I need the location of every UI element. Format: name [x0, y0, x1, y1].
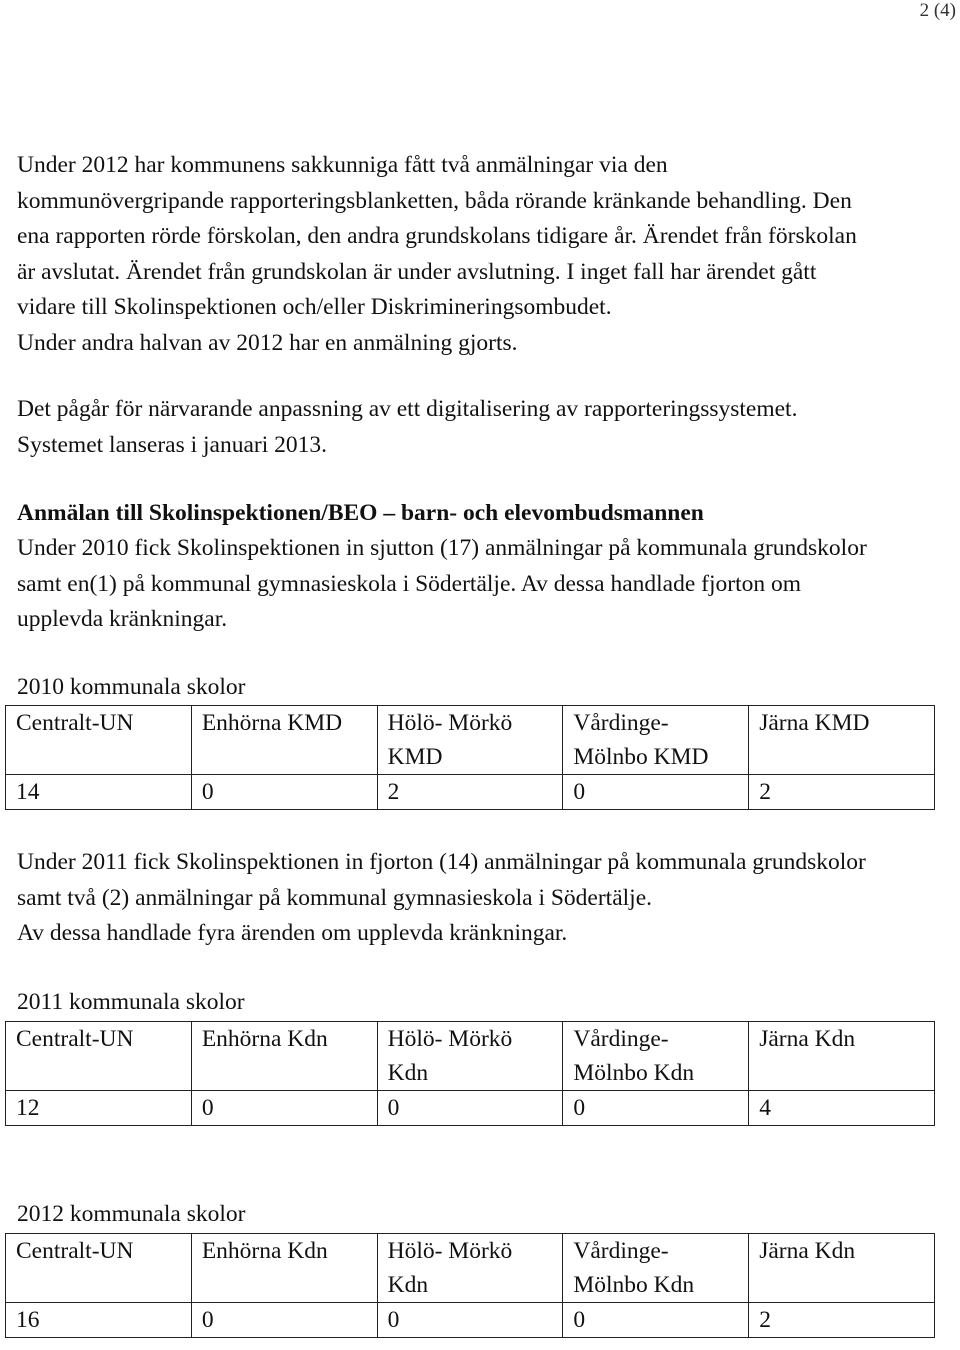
header-cell: Hölö- Mörkö Kdn: [377, 1234, 563, 1303]
paragraph-2011: [17, 845, 947, 952]
paragraph-2011-line: Av dessa handlade fyra ärenden om upplevda kränkningar.: [17, 920, 568, 946]
table-2010-caption: 2010 kommunala skolor: [17, 674, 246, 700]
table-2012-caption: 2012 kommunala skolor: [17, 1201, 246, 1227]
value-cell: 0: [191, 775, 377, 810]
paragraph-2010: [17, 531, 947, 638]
table-2011: [5, 1021, 935, 1126]
value-cell: 2: [749, 1303, 935, 1338]
value-cell: 0: [563, 775, 749, 810]
value-cell: 2: [749, 775, 935, 810]
paragraph-2010-line: samt en(1) på kommunal gymnasieskola i Södertälje. Av dessa handlade fjorton om: [17, 570, 802, 597]
header-cell: Järna Kdn: [749, 1022, 935, 1091]
paragraph-2011-line: Under 2011 fick Skolinspektionen in fjorton (14) anmälningar på kommunala grundskolor: [17, 849, 866, 875]
table-value-row: [6, 1303, 935, 1338]
table-header-row: [6, 706, 935, 775]
digitalisation-line: Systemet lanseras i januari 2013.: [17, 431, 327, 458]
header-cell: Centralt-UN: [6, 1234, 192, 1303]
header-cell: Hölö- Mörkö KMD: [377, 706, 563, 775]
value-cell: 12: [6, 1091, 192, 1126]
section-heading: Anmälan till Skolinspektionen/BEO – barn- och elevombudsmannen: [17, 500, 704, 526]
table-2011-caption: 2011 kommunala skolor: [17, 989, 245, 1015]
header-cell: Järna KMD: [749, 706, 935, 775]
paragraph-2010-line: upplevda kränkningar.: [17, 606, 228, 632]
value-cell: 0: [191, 1303, 377, 1338]
value-cell: 0: [377, 1091, 563, 1126]
digitalisation-line: Det pågår för närvarande anpassning av ett digitalisering av rapporteringssystemet.: [17, 396, 798, 422]
header-cell: Centralt-UN: [6, 1022, 192, 1091]
value-cell: 0: [563, 1303, 749, 1338]
digitalisation-paragraph: [17, 392, 947, 463]
value-cell: 14: [6, 775, 192, 810]
table-header-row: [6, 1234, 935, 1303]
paragraph-2011-line: samt två (2) anmälningar på kommunal gymnasieskola i Södertälje.: [17, 884, 652, 911]
value-cell: 2: [377, 775, 563, 810]
intro-line: kommunövergripande rapporteringsblanketten, båda rörande kränkande behandling. Den: [17, 187, 852, 214]
header-cell: Vårdinge- Mölnbo Kdn: [563, 1022, 749, 1091]
header-cell: Järna Kdn: [749, 1234, 935, 1303]
header-cell: Enhörna KMD: [191, 706, 377, 775]
table-value-row: [6, 1091, 935, 1126]
value-cell: 4: [749, 1091, 935, 1126]
table-2010: [5, 705, 935, 810]
value-cell: 0: [191, 1091, 377, 1126]
paragraph-2010-line: Under 2010 fick Skolinspektionen in sjutton (17) anmälningar på kommunala grundskolor: [17, 535, 867, 561]
intro-line: är avslutat. Ärendet från grundskolan är under avslutning. I inget fall har ärendet gått: [17, 258, 817, 285]
header-cell: Centralt-UN: [6, 706, 192, 775]
intro-line: Under 2012 har kommunens sakkunniga fått två anmälningar via den: [17, 152, 668, 178]
value-cell: 16: [6, 1303, 192, 1338]
table-2012: [5, 1233, 935, 1338]
table-value-row: [6, 775, 935, 810]
header-cell: Enhörna Kdn: [191, 1234, 377, 1303]
value-cell: 0: [563, 1091, 749, 1126]
value-cell: 0: [377, 1303, 563, 1338]
intro-paragraph: [17, 148, 947, 361]
header-cell: Vårdinge- Mölnbo KMD: [563, 706, 749, 775]
header-cell: Hölö- Mörkö Kdn: [377, 1022, 563, 1091]
header-cell: Vårdinge- Mölnbo Kdn: [563, 1234, 749, 1303]
intro-line: ena rapporten rörde förskolan, den andra grundskolans tidigare år. Ärendet från förskolan: [17, 223, 857, 249]
page-number: 2 (4): [919, 0, 956, 21]
table-header-row: [6, 1022, 935, 1091]
intro-line: Under andra halvan av 2012 har en anmälning gjorts.: [17, 329, 518, 356]
intro-line: vidare till Skolinspektionen och/eller Diskrimineringsombudet.: [17, 294, 612, 320]
header-cell: Enhörna Kdn: [191, 1022, 377, 1091]
